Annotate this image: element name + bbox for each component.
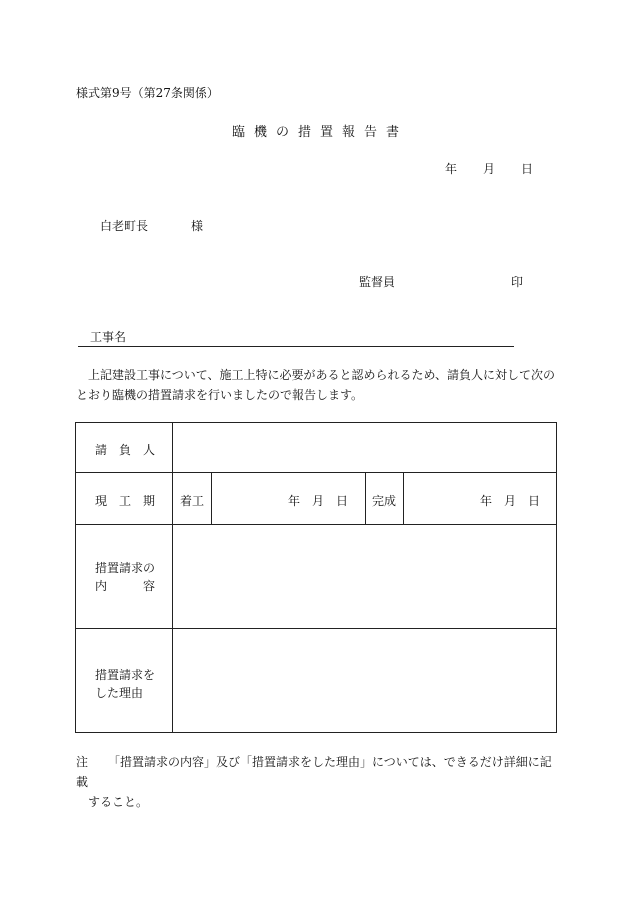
seal-mark: 印 (511, 275, 524, 289)
content-label-char-1: 内 (95, 579, 108, 593)
content-field[interactable] (174, 526, 555, 627)
period-label: 現 工 期 (95, 494, 156, 508)
note-line-1: 「措置請求の内容」及び「措置請求をした理由」については、できるだけ詳細に記載 (76, 755, 552, 789)
date-month-label: 月 (483, 162, 496, 176)
complete-label: 完成 (372, 494, 397, 508)
content-label-line-1: 措置請求の (95, 561, 156, 575)
contractor-label: 請 負 人 (95, 443, 156, 457)
date-year-label: 年 (445, 162, 458, 176)
content-label-char-2: 容 (143, 579, 156, 593)
table-row-divider (76, 472, 556, 473)
footnote (76, 752, 556, 812)
table-column-divider (172, 423, 173, 732)
table-column-divider (403, 472, 404, 524)
supervisor-label: 監督員 (359, 275, 396, 289)
start-label: 着工 (180, 494, 205, 508)
form-number: 様式第9号（第27条関係） (76, 86, 219, 100)
start-date-field[interactable]: 年 月 日 (288, 494, 349, 508)
date-day-label: 日 (521, 162, 534, 176)
table-column-divider (211, 472, 212, 524)
report-table (75, 422, 557, 733)
reason-field[interactable] (174, 630, 555, 731)
supervisor-line (359, 273, 523, 290)
table-column-divider (365, 472, 366, 524)
table-row-divider (76, 628, 556, 629)
statement-line-1: 上記建設工事について、施工上特に必要があると認められるため、請負人に対して次の (88, 368, 556, 382)
reason-label-line-2: した理由 (95, 686, 144, 700)
contractor-field[interactable] (174, 424, 555, 471)
table-row-divider (76, 524, 556, 525)
addressee-name: 白老町長 (100, 219, 149, 233)
complete-date-field[interactable]: 年 月 日 (480, 494, 541, 508)
statement-line-2: とおり臨機の措置請求を行いましたので報告します。 (76, 388, 364, 402)
reason-label-line-1: 措置請求を (95, 668, 156, 682)
addressee-honorific: 様 (191, 219, 204, 233)
project-name-field[interactable] (78, 328, 514, 347)
note-marker: 注 (76, 755, 89, 769)
report-statement (76, 365, 556, 405)
note-line-2: すること。 (88, 795, 149, 809)
document-title: 臨機の措置報告書 (231, 125, 408, 140)
addressee (100, 217, 203, 234)
report-date (445, 160, 533, 177)
project-name-label: 工事名 (90, 330, 127, 344)
